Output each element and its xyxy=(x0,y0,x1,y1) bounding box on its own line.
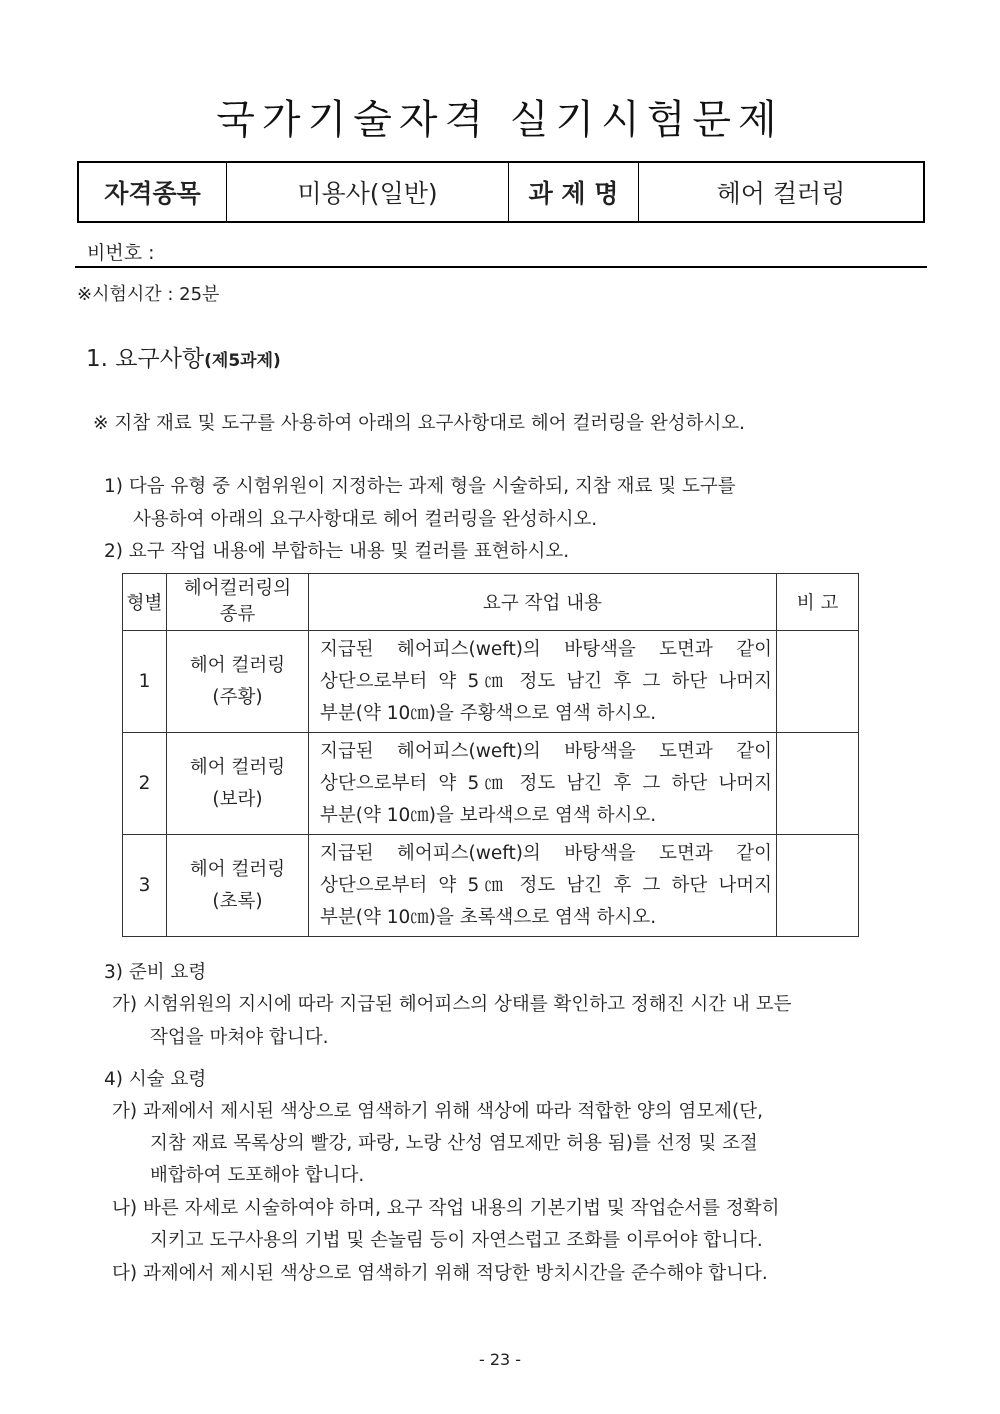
row-kind xyxy=(167,631,309,733)
row-type: 1 xyxy=(123,631,167,733)
row-content-line3: 부분(약 10㎝)을 초록색으로 염색 하시오. xyxy=(320,906,657,928)
header-table xyxy=(77,161,925,223)
page-number: - 23 - xyxy=(478,1350,522,1369)
item2-text: 2) 요구 작업 내용에 부합하는 내용 및 컬러를 표현하시오. xyxy=(104,541,570,562)
header-kind xyxy=(167,574,309,631)
row-content-line2: 상단으로부터 약 5㎝ 정도 남긴 후 그 하단 나머지 xyxy=(320,670,772,692)
item3-ga-line1: 가) 시험위원의 지시에 따라 지급된 헤어피스의 상태를 확인하고 정해진 시간 내 모든 xyxy=(112,994,792,1015)
item3-title: 3) 준비 요령 xyxy=(104,962,207,983)
row-kind-line2: (초록) xyxy=(212,890,263,912)
header-value-task: 헤어 컬러링 xyxy=(716,179,846,208)
header-kind-line1: 헤어컬러링의 xyxy=(183,578,292,599)
row-content-line3: 부분(약 10㎝)을 보라색으로 염색 하시오. xyxy=(320,804,657,826)
row-note xyxy=(777,733,859,835)
intro-text: ※ 지참 재료 및 도구를 사용하여 아래의 요구사항대로 헤어 컬러링을 완성하시오. xyxy=(93,413,746,434)
header-content: 요구 작업 내용 xyxy=(309,574,777,631)
section-title-text: 1. 요구사항 xyxy=(86,346,205,372)
section-subtitle: (제5과제) xyxy=(204,351,281,371)
item4-na-line2: 지키고 도구사용의 기법 및 손놀림 등이 자연스럽고 조화를 이루어야 합니다. xyxy=(150,1230,763,1251)
row-content-line1: 지급된 헤어피스(weft)의 바탕색을 도면과 같이 xyxy=(320,638,772,660)
row-note xyxy=(777,835,859,937)
row-content xyxy=(309,733,777,835)
section-title xyxy=(86,340,281,373)
requirements-table xyxy=(122,573,859,937)
row-type: 2 xyxy=(123,733,167,835)
secret-number-label: 비번호 : xyxy=(87,242,155,264)
row-content-line1: 지급된 헤어피스(weft)의 바탕색을 도면과 같이 xyxy=(320,740,772,762)
row-content-line2: 상단으로부터 약 5㎝ 정도 남긴 후 그 하단 나머지 xyxy=(320,772,772,794)
item1-line1: 1) 다음 유형 중 시험위원이 지정하는 과제 형을 시술하되, 지참 재료 및 도구를 xyxy=(104,476,736,497)
item4-ga-line3: 배합하여 도포해야 합니다. xyxy=(150,1165,365,1186)
exam-time: ※시험시간 : 25분 xyxy=(77,284,220,305)
row-kind xyxy=(167,835,309,937)
row-content-line3: 부분(약 10㎝)을 주황색으로 염색 하시오. xyxy=(320,702,657,724)
item4-ga-line2: 지참 재료 목록상의 빨강, 파랑, 노랑 산성 염모제만 허용 됨)를 선정 및 조절 xyxy=(150,1133,758,1154)
row-content xyxy=(309,835,777,937)
header-label-task: 과 제 명 xyxy=(509,163,639,221)
item4-title: 4) 시술 요령 xyxy=(104,1069,207,1090)
row-kind xyxy=(167,733,309,835)
table-row xyxy=(123,631,859,733)
row-kind-line2: (보라) xyxy=(212,788,263,810)
item4-da-line1: 다) 과제에서 제시된 색상으로 염색하기 위해 적당한 방치시간을 준수해야 합니다. xyxy=(112,1263,768,1284)
header-value-qualification: 미용사(일반) xyxy=(227,163,509,221)
row-kind-line1: 헤어 컬러링 xyxy=(189,756,286,778)
table-header-row xyxy=(123,574,859,631)
row-content-line1: 지급된 헤어피스(weft)의 바탕색을 도면과 같이 xyxy=(320,842,772,864)
row-content xyxy=(309,631,777,733)
row-type: 3 xyxy=(123,835,167,937)
row-kind-line1: 헤어 컬러링 xyxy=(189,858,286,880)
item4-ga-line1: 가) 과제에서 제시된 색상으로 염색하기 위해 색상에 따라 적합한 양의 염모제(단, xyxy=(112,1101,763,1122)
row-content-line2: 상단으로부터 약 5㎝ 정도 남긴 후 그 하단 나머지 xyxy=(320,874,772,896)
header-type: 형별 xyxy=(123,574,167,631)
header-label-qualification: 자격종목 xyxy=(79,163,227,221)
table-row xyxy=(123,733,859,835)
item1-line2: 사용하여 아래의 요구사항대로 헤어 컬러링을 완성하시오. xyxy=(133,509,598,530)
item4-na-line1: 나) 바른 자세로 시술하여야 하며, 요구 작업 내용의 기본기법 및 작업순서를 정확히 xyxy=(112,1198,780,1219)
row-kind-line1: 헤어 컬러링 xyxy=(189,654,286,676)
document-title: 국가기술자격 실기시험문제 xyxy=(216,97,784,143)
header-kind-line2: 종류 xyxy=(219,604,256,625)
table-row xyxy=(123,835,859,937)
header-note: 비 고 xyxy=(777,574,859,631)
row-note xyxy=(777,631,859,733)
item3-ga-line2: 작업을 마쳐야 합니다. xyxy=(150,1027,329,1048)
divider-line xyxy=(75,266,927,268)
row-kind-line2: (주황) xyxy=(212,686,263,708)
